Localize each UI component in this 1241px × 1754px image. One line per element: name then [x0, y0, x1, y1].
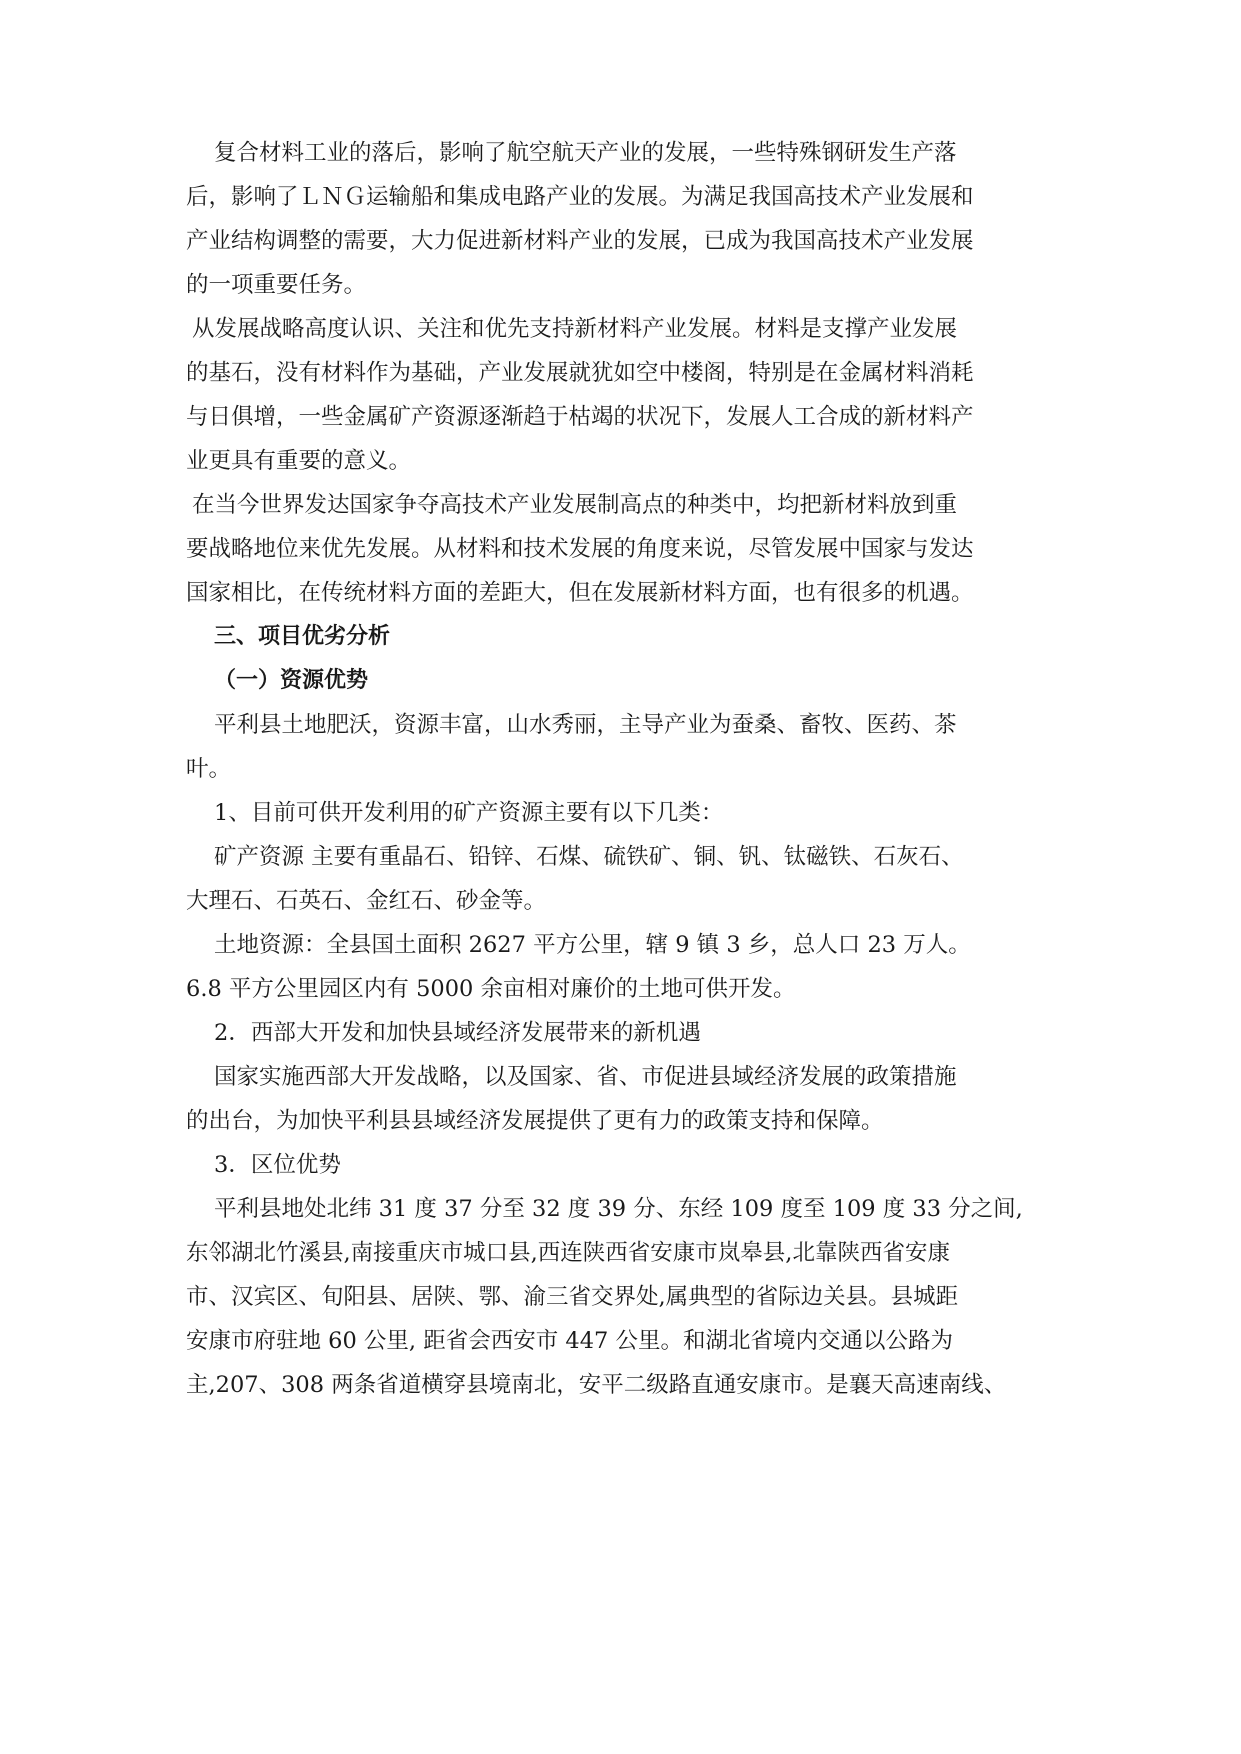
paragraph-line: 叶。 — [186, 756, 232, 782]
paragraph-line: 从发展战略高度认识、关注和优先支持新材料产业发展。材料是支撑产业发展 — [192, 316, 958, 342]
list-heading: 1、目前可供开发利用的矿产资源主要有以下几类： — [214, 800, 724, 826]
section-heading: 三、项目优劣分析 — [214, 624, 391, 649]
paragraph-line: 业更具有重要的意义。 — [186, 448, 412, 474]
paragraph-line: 产业结构调整的需要，大力促进新材料产业的发展，已成为我国高技术产业发展 — [186, 228, 974, 254]
paragraph-line: 的基石，没有材料作为基础，产业发展就犹如空中楼阁，特别是在金属材料消耗 — [186, 360, 974, 386]
paragraph-line: 的出台，为加快平利县县域经济发展提供了更有力的政策支持和保障。 — [186, 1108, 884, 1134]
paragraph-line: 国家相比，在传统材料方面的差距大，但在发展新材料方面，也有很多的机遇。 — [186, 580, 974, 606]
list-heading: 3．区位优势 — [214, 1152, 341, 1178]
paragraph-line: 复合材料工业的落后，影响了航空航天产业的发展，一些特殊钢研发生产落 — [214, 140, 957, 166]
paragraph-line: 市、汉宾区、旬阳县、居陕、鄂、渝三省交界处,属典型的省际边关县。县城距 — [186, 1284, 959, 1310]
paragraph-line: 大理石、石英石、金红石、砂金等。 — [186, 888, 547, 914]
list-heading: 2．西部大开发和加快县域经济发展带来的新机遇 — [214, 1020, 701, 1046]
paragraph-line: 东邻湖北竹溪县,南接重庆市城口县,西连陕西省安康市岚皋县,北靠陕西省安康 — [186, 1240, 950, 1266]
paragraph-line: 土地资源：全县国土面积 2627 平方公里，辖 9 镇 3 乡，总人口 23 万人。 — [214, 932, 971, 958]
subsection-heading: （一）资源优势 — [214, 668, 369, 693]
paragraph-line: 要战略地位来优先发展。从材料和技术发展的角度来说，尽管发展中国家与发达 — [186, 536, 974, 562]
paragraph-line: 平利县地处北纬 31 度 37 分至 32 度 39 分、东经 109 度至 109 度 33 分之间, — [214, 1196, 1023, 1222]
paragraph-line: 与日俱增，一些金属矿产资源逐渐趋于枯竭的状况下，发展人工合成的新材料产 — [186, 404, 974, 430]
paragraph-line: 安康市府驻地 60 公里, 距省会西安市 447 公里。和湖北省境内交通以公路为 — [186, 1328, 953, 1354]
paragraph-line: 国家实施西部大开发战略，以及国家、省、市促进县域经济发展的政策措施 — [214, 1064, 957, 1090]
paragraph-line: 矿产资源 主要有重晶石、铅锌、石煤、硫铁矿、铜、钒、钛磁铁、石灰石、 — [214, 844, 964, 870]
paragraph-line: 主,207、308 两条省道横穿县境南北，安平二级路直通安康市。是襄天高速南线、 — [186, 1372, 1007, 1398]
paragraph-line: 6.8 平方公里园区内有 5000 余亩相对廉价的土地可供开发。 — [186, 976, 796, 1002]
paragraph-line: 在当今世界发达国家争夺高技术产业发展制高点的种类中，均把新材料放到重 — [192, 492, 958, 518]
paragraph-line: 的一项重要任务。 — [186, 272, 367, 298]
paragraph-line: 后，影响了ＬＮＧ运输船和集成电路产业的发展。为满足我国高技术产业发展和 — [186, 184, 974, 210]
paragraph-line: 平利县土地肥沃，资源丰富，山水秀丽，主导产业为蚕桑、畜牧、医药、茶 — [214, 712, 957, 738]
